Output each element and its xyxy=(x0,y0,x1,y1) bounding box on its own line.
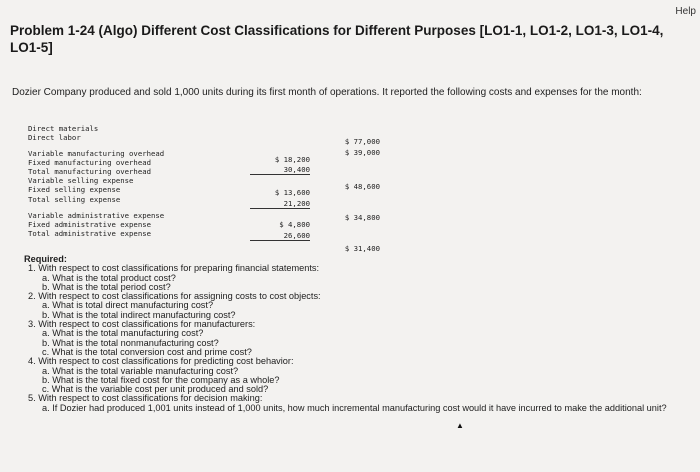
cost-sub-amount: $ 18,200 xyxy=(274,155,310,164)
cost-sub-amount: $ 13,600 xyxy=(274,188,310,197)
cost-label: Total selling expense xyxy=(28,195,121,204)
help-link[interactable]: Help xyxy=(675,6,696,17)
question-4c: c. What is the variable cost per unit produced and sold? xyxy=(42,384,269,395)
cursor-arrow-icon: ▲ xyxy=(456,421,464,430)
cost-label: Direct labor xyxy=(28,133,81,142)
cost-sub-amount: 21,200 xyxy=(250,199,310,209)
cost-label: Fixed administrative expense xyxy=(28,220,152,229)
question-5a: a. If Dozier had produced 1,001 units instead of 1,000 units, how much incremental manufacturing cost would it have incurred to make the additional unit? xyxy=(42,402,667,413)
question-1b: b. What is the total period cost? xyxy=(42,281,171,292)
cost-label: Total manufacturing overhead xyxy=(28,167,152,176)
cost-total-amount: $ 48,600 xyxy=(344,182,380,191)
question-3: 3. With respect to cost classifications for manufacturers: xyxy=(28,319,256,330)
required-section xyxy=(24,255,684,413)
cost-sub-amount: $ 4,800 xyxy=(279,220,310,229)
cost-label: Variable administrative expense xyxy=(28,211,165,220)
question-4b: b. What is the total fixed cost for the company as a whole? xyxy=(42,374,280,385)
problem-title: Problem 1-24 (Algo) Different Cost Classifications for Different Purposes [LO1-1, LO1-2, LO1-3, LO1-4, LO1-5] xyxy=(10,23,664,55)
question-3a: a. What is the total manufacturing cost? xyxy=(42,328,204,339)
cost-total-amount: $ 31,400 xyxy=(344,244,380,253)
question-1a: a. What is the total product cost? xyxy=(42,272,176,283)
question-3b: b. What is the total nonmanufacturing cost? xyxy=(42,337,219,348)
cost-label: Fixed selling expense xyxy=(28,185,121,194)
cost-total-amount: $ 39,000 xyxy=(344,148,380,157)
cost-total-amount: $ 34,800 xyxy=(344,213,380,222)
required-heading: Required: xyxy=(24,254,67,264)
question-2a: a. What is total direct manufacturing cost? xyxy=(42,300,214,311)
cost-total-amount: $ 77,000 xyxy=(344,137,380,146)
question-4a: a. What is the total variable manufacturing cost? xyxy=(42,365,239,376)
cost-sub-amount: 26,600 xyxy=(250,231,310,241)
question-1: 1. With respect to cost classifications for preparing financial statements: xyxy=(28,263,320,274)
problem-intro: Dozier Company produced and sold 1,000 units during its first month of operations. It reported the following costs and expenses for the month: xyxy=(12,87,642,98)
cost-label: Variable selling expense xyxy=(28,176,134,185)
cost-label: Direct materials xyxy=(28,124,99,133)
cost-label: Total administrative expense xyxy=(28,229,152,238)
cost-label: Variable manufacturing overhead xyxy=(28,149,165,158)
cost-sub-amount: 30,400 xyxy=(250,165,310,175)
question-4: 4. With respect to cost classifications for predicting cost behavior: xyxy=(28,356,294,367)
question-3c: c. What is the total conversion cost and prime cost? xyxy=(42,346,252,357)
cost-label: Fixed manufacturing overhead xyxy=(28,158,152,167)
question-5: 5. With respect to cost classifications for decision making: xyxy=(28,393,263,404)
question-2: 2. With respect to cost classifications for assigning costs to cost objects: xyxy=(28,291,321,302)
question-2b: b. What is the total indirect manufacturing cost? xyxy=(42,309,236,320)
